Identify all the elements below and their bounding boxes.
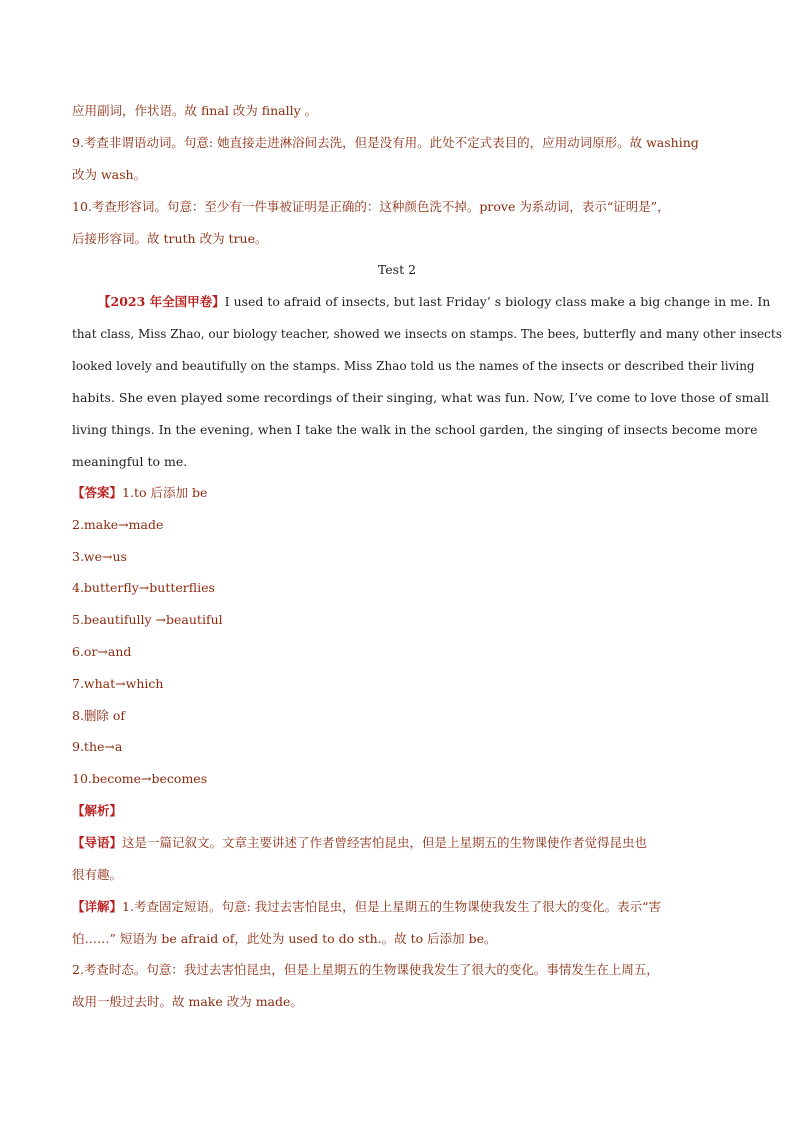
prev-answer-9-cont: 改为 wash。 — [72, 167, 147, 182]
detail-line-2: 怕……” 短语为 be afraid of，此处为 used to do sth.。故 to 后添加 be。 — [72, 931, 497, 946]
intro-tag: 【导语】 — [72, 835, 123, 850]
passage-text-1: I used to afraid of insects, but last Friday’ s biology class make a big change in me. In — [224, 294, 771, 309]
answer-2: 2.make→made — [72, 517, 164, 532]
answer-5: 5.beautifully →beautiful — [72, 612, 223, 627]
intro-text-1: 这是一篇记叙文。文章主要讲述了作者曾经害怕昆虫，但是上星期五的生物课使作者觉得昆虫也 — [122, 835, 648, 850]
answer-10: 10.become→becomes — [72, 771, 208, 786]
passage-line-5: living things. In the evening, when I take the walk in the school garden, the singing of insects become more — [72, 422, 758, 437]
answer-4: 4.butterfly→butterflies — [72, 580, 215, 595]
passage-line-2: that class, Miss Zhao, our biology teacher, showed we insects on stamps. The bees, butterfly and many other insects — [72, 327, 782, 341]
intro-line-2: 很有趣。 — [72, 867, 123, 882]
passage-line-4: habits. She even played some recordings of their singing, what was fun. Now, I’ve come to love those of small — [72, 390, 769, 405]
answer-8: 8.删除 of — [72, 708, 126, 723]
source-tag: 【2023 年全国甲卷】 — [98, 294, 225, 309]
answer-1: 1.to 后添加 be — [122, 485, 208, 500]
analysis-tag: 【解析】 — [72, 803, 123, 818]
detail2-line-2: 故用一般过去时。故 make 改为 made。 — [72, 994, 303, 1009]
prev-answer-9: 9.考查非谓语动词。句意: 她直接走进淋浴间去洗，但是没有用。此处不定式表目的，应用动词原形。故 washing — [72, 135, 699, 150]
intro-line-1 — [72, 835, 647, 851]
answer-3: 3.we→us — [72, 549, 127, 564]
answer-6: 6.or→and — [72, 644, 132, 659]
passage-line-6: meaningful to me. — [72, 454, 188, 469]
passage-line-1 — [98, 294, 770, 310]
answer-9: 9.the→a — [72, 739, 123, 754]
detail-tag: 【详解】 — [72, 899, 123, 914]
answer-line-1 — [72, 485, 207, 501]
passage-line-3: looked lovely and beautifully on the stamps. Miss Zhao told us the names of the insects or described their living — [72, 359, 755, 373]
detail-text-1: 1.考查固定短语。句意: 我过去害怕昆虫，但是上星期五的生物课使我发生了很大的变化。表示“害 — [122, 899, 662, 914]
detail2-line-1: 2.考查时态。句意：我过去害怕昆虫，但是上星期五的生物课使我发生了很大的变化。事情发生在上周五， — [72, 962, 659, 977]
detail-line-1 — [72, 899, 661, 915]
test-heading: Test 2 — [377, 262, 417, 277]
answer-7: 7.what→which — [72, 676, 164, 691]
analysis-heading — [72, 803, 122, 819]
prev-answer-10: 10.考查形容词。句意：至少有一件事被证明是正确的：这种颜色洗不掉。prove 为系动词，表示“证明是”， — [72, 199, 670, 214]
prev-answer-8-cont: 应用副词，作状语。故 final 改为 finally 。 — [72, 103, 318, 118]
prev-answer-10-cont: 后接形容词。故 truth 改为 true。 — [72, 231, 268, 246]
answer-tag: 【答案】 — [72, 485, 123, 500]
